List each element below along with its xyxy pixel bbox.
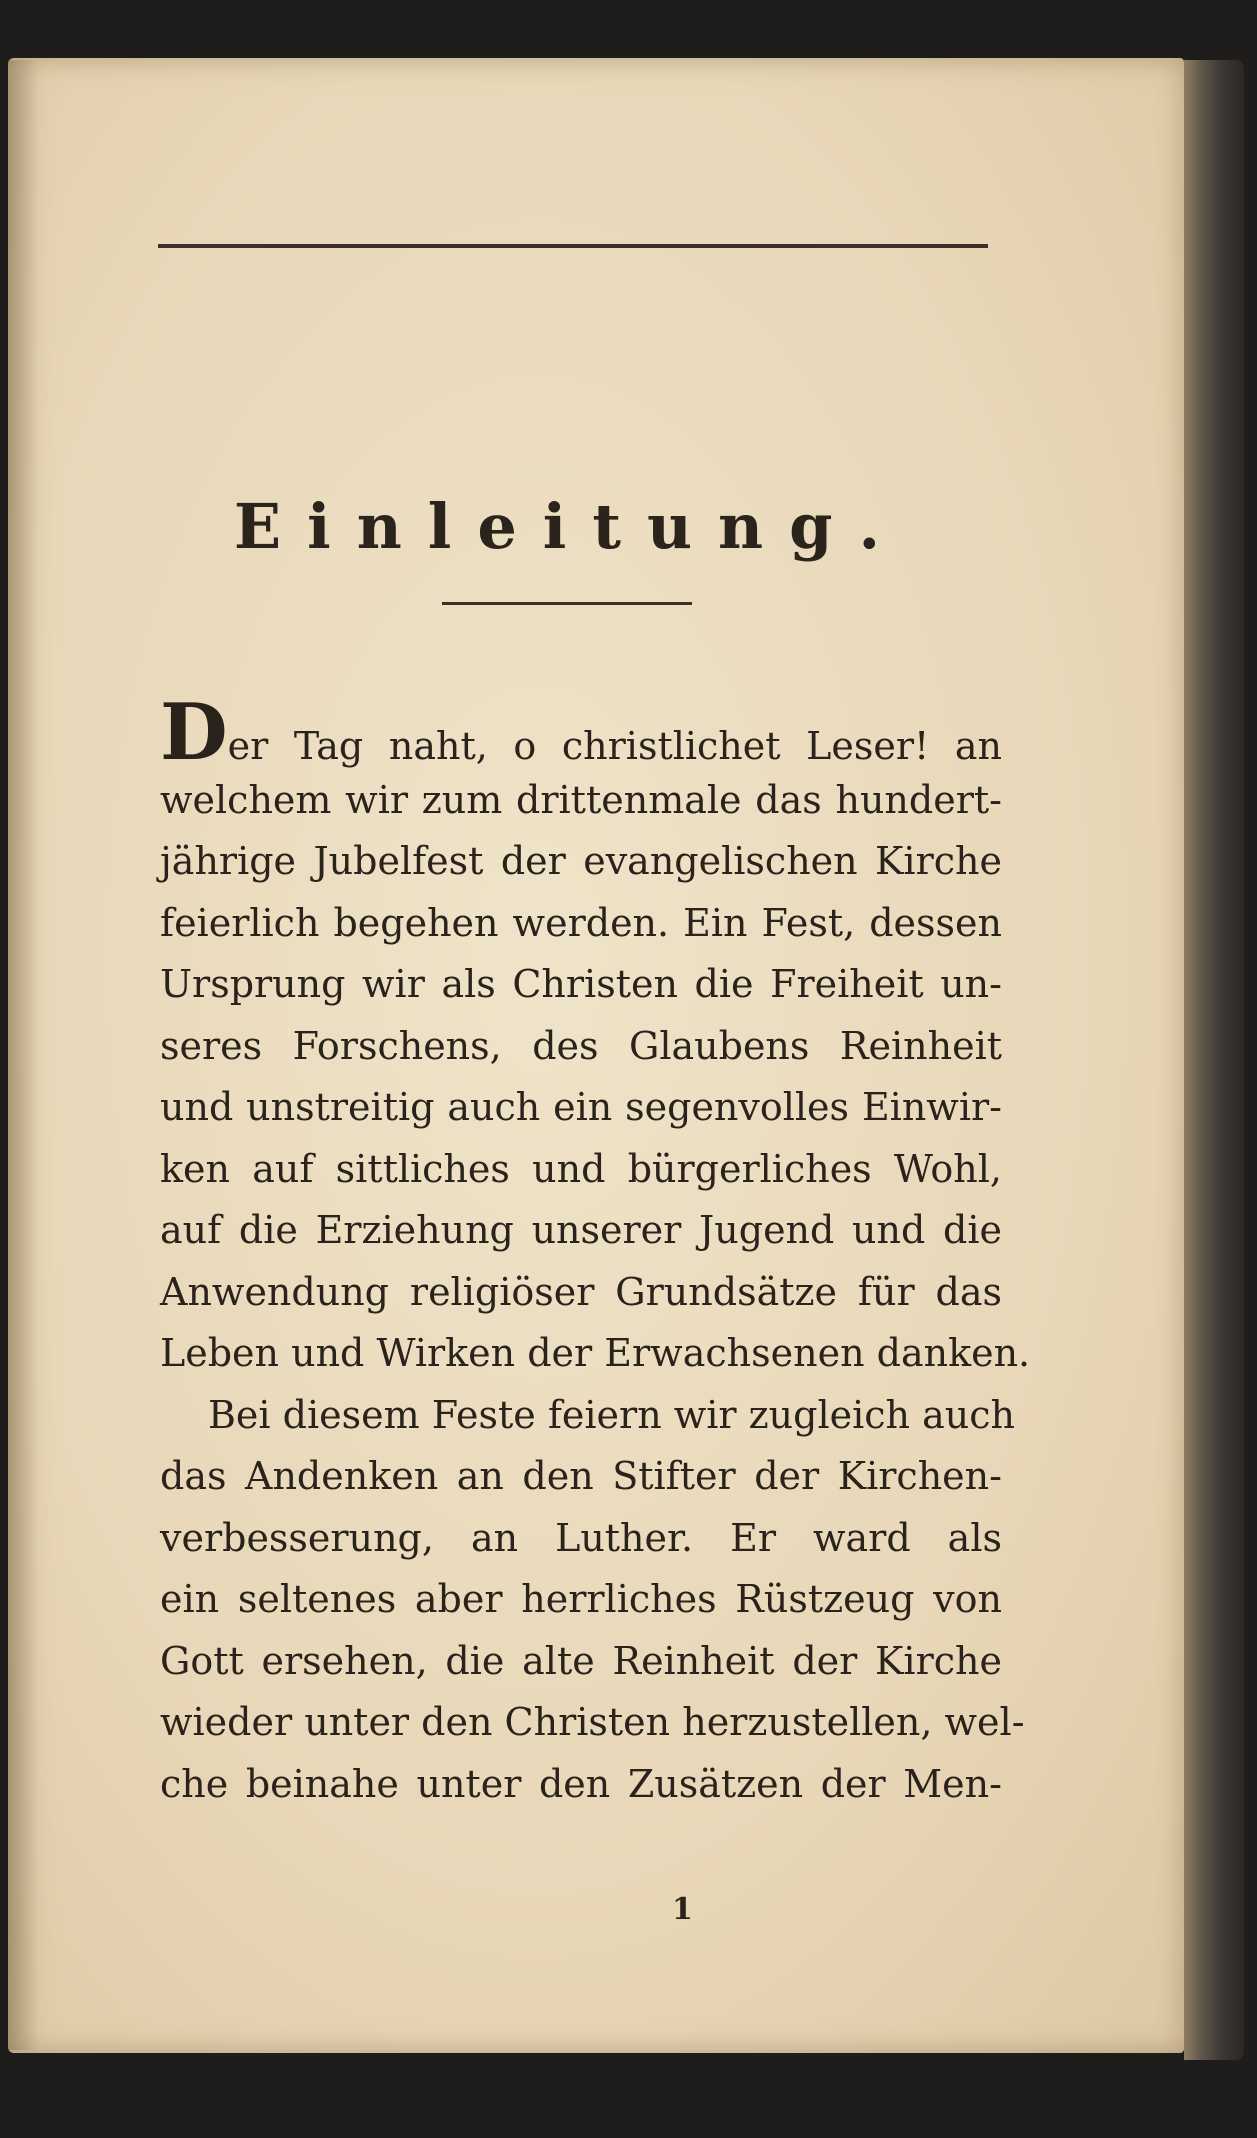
chapter-heading: Einleitung. bbox=[233, 490, 907, 563]
text-line: jährige Jubelfest der evangelischen Kirche bbox=[160, 839, 1002, 883]
text-line: und unstreitig auch ein segenvolles Einwir- bbox=[160, 1085, 1002, 1129]
text-line: Anwendung religiöser Grundsätze für das bbox=[160, 1269, 1002, 1314]
page-number: 1 bbox=[672, 1892, 693, 1927]
heading-rule bbox=[442, 602, 692, 605]
text-line: Der Tag naht, o christlichet Leser! an bbox=[160, 687, 1002, 778]
text-line: wieder unter den Christen herzustellen, wel- bbox=[160, 1700, 1025, 1744]
text-line: feierlich begehen werden. Ein Fest, dessen bbox=[160, 900, 1002, 945]
book-edge bbox=[1184, 60, 1244, 2060]
text-line: ein seltenes aber herrliches Rüstzeug von bbox=[160, 1577, 1002, 1621]
text-line: che beinahe unter den Zusätzen der Men- bbox=[160, 1761, 1002, 1806]
text-line: welchem wir zum drittenmale das hundert- bbox=[160, 777, 1002, 822]
text-line: Gott ersehen, die alte Reinheit der Kirche bbox=[160, 1638, 1002, 1683]
text-line: seres Forschens, des Glaubens Reinheit bbox=[160, 1023, 1002, 1068]
text-line: verbesserung, an Luther. Er ward als bbox=[160, 1515, 1002, 1560]
text-line: ken auf sittliches und bürgerliches Wohl, bbox=[160, 1146, 1002, 1191]
text-line: Bei diesem Feste feiern wir zugleich auch bbox=[208, 1392, 1015, 1437]
text-line: auf die Erziehung unserer Jugend und die bbox=[160, 1208, 1002, 1252]
drop-cap: D bbox=[160, 687, 228, 778]
text-line: Ursprung wir als Christen die Freiheit un- bbox=[160, 962, 1002, 1006]
text-line: Leben und Wirken der Erwachsenen danken. bbox=[160, 1331, 1031, 1375]
text-line: das Andenken an den Stifter der Kirchen- bbox=[160, 1454, 1002, 1498]
top-rule bbox=[158, 244, 988, 248]
body-text bbox=[160, 687, 1031, 1815]
page-gutter bbox=[8, 60, 38, 2050]
